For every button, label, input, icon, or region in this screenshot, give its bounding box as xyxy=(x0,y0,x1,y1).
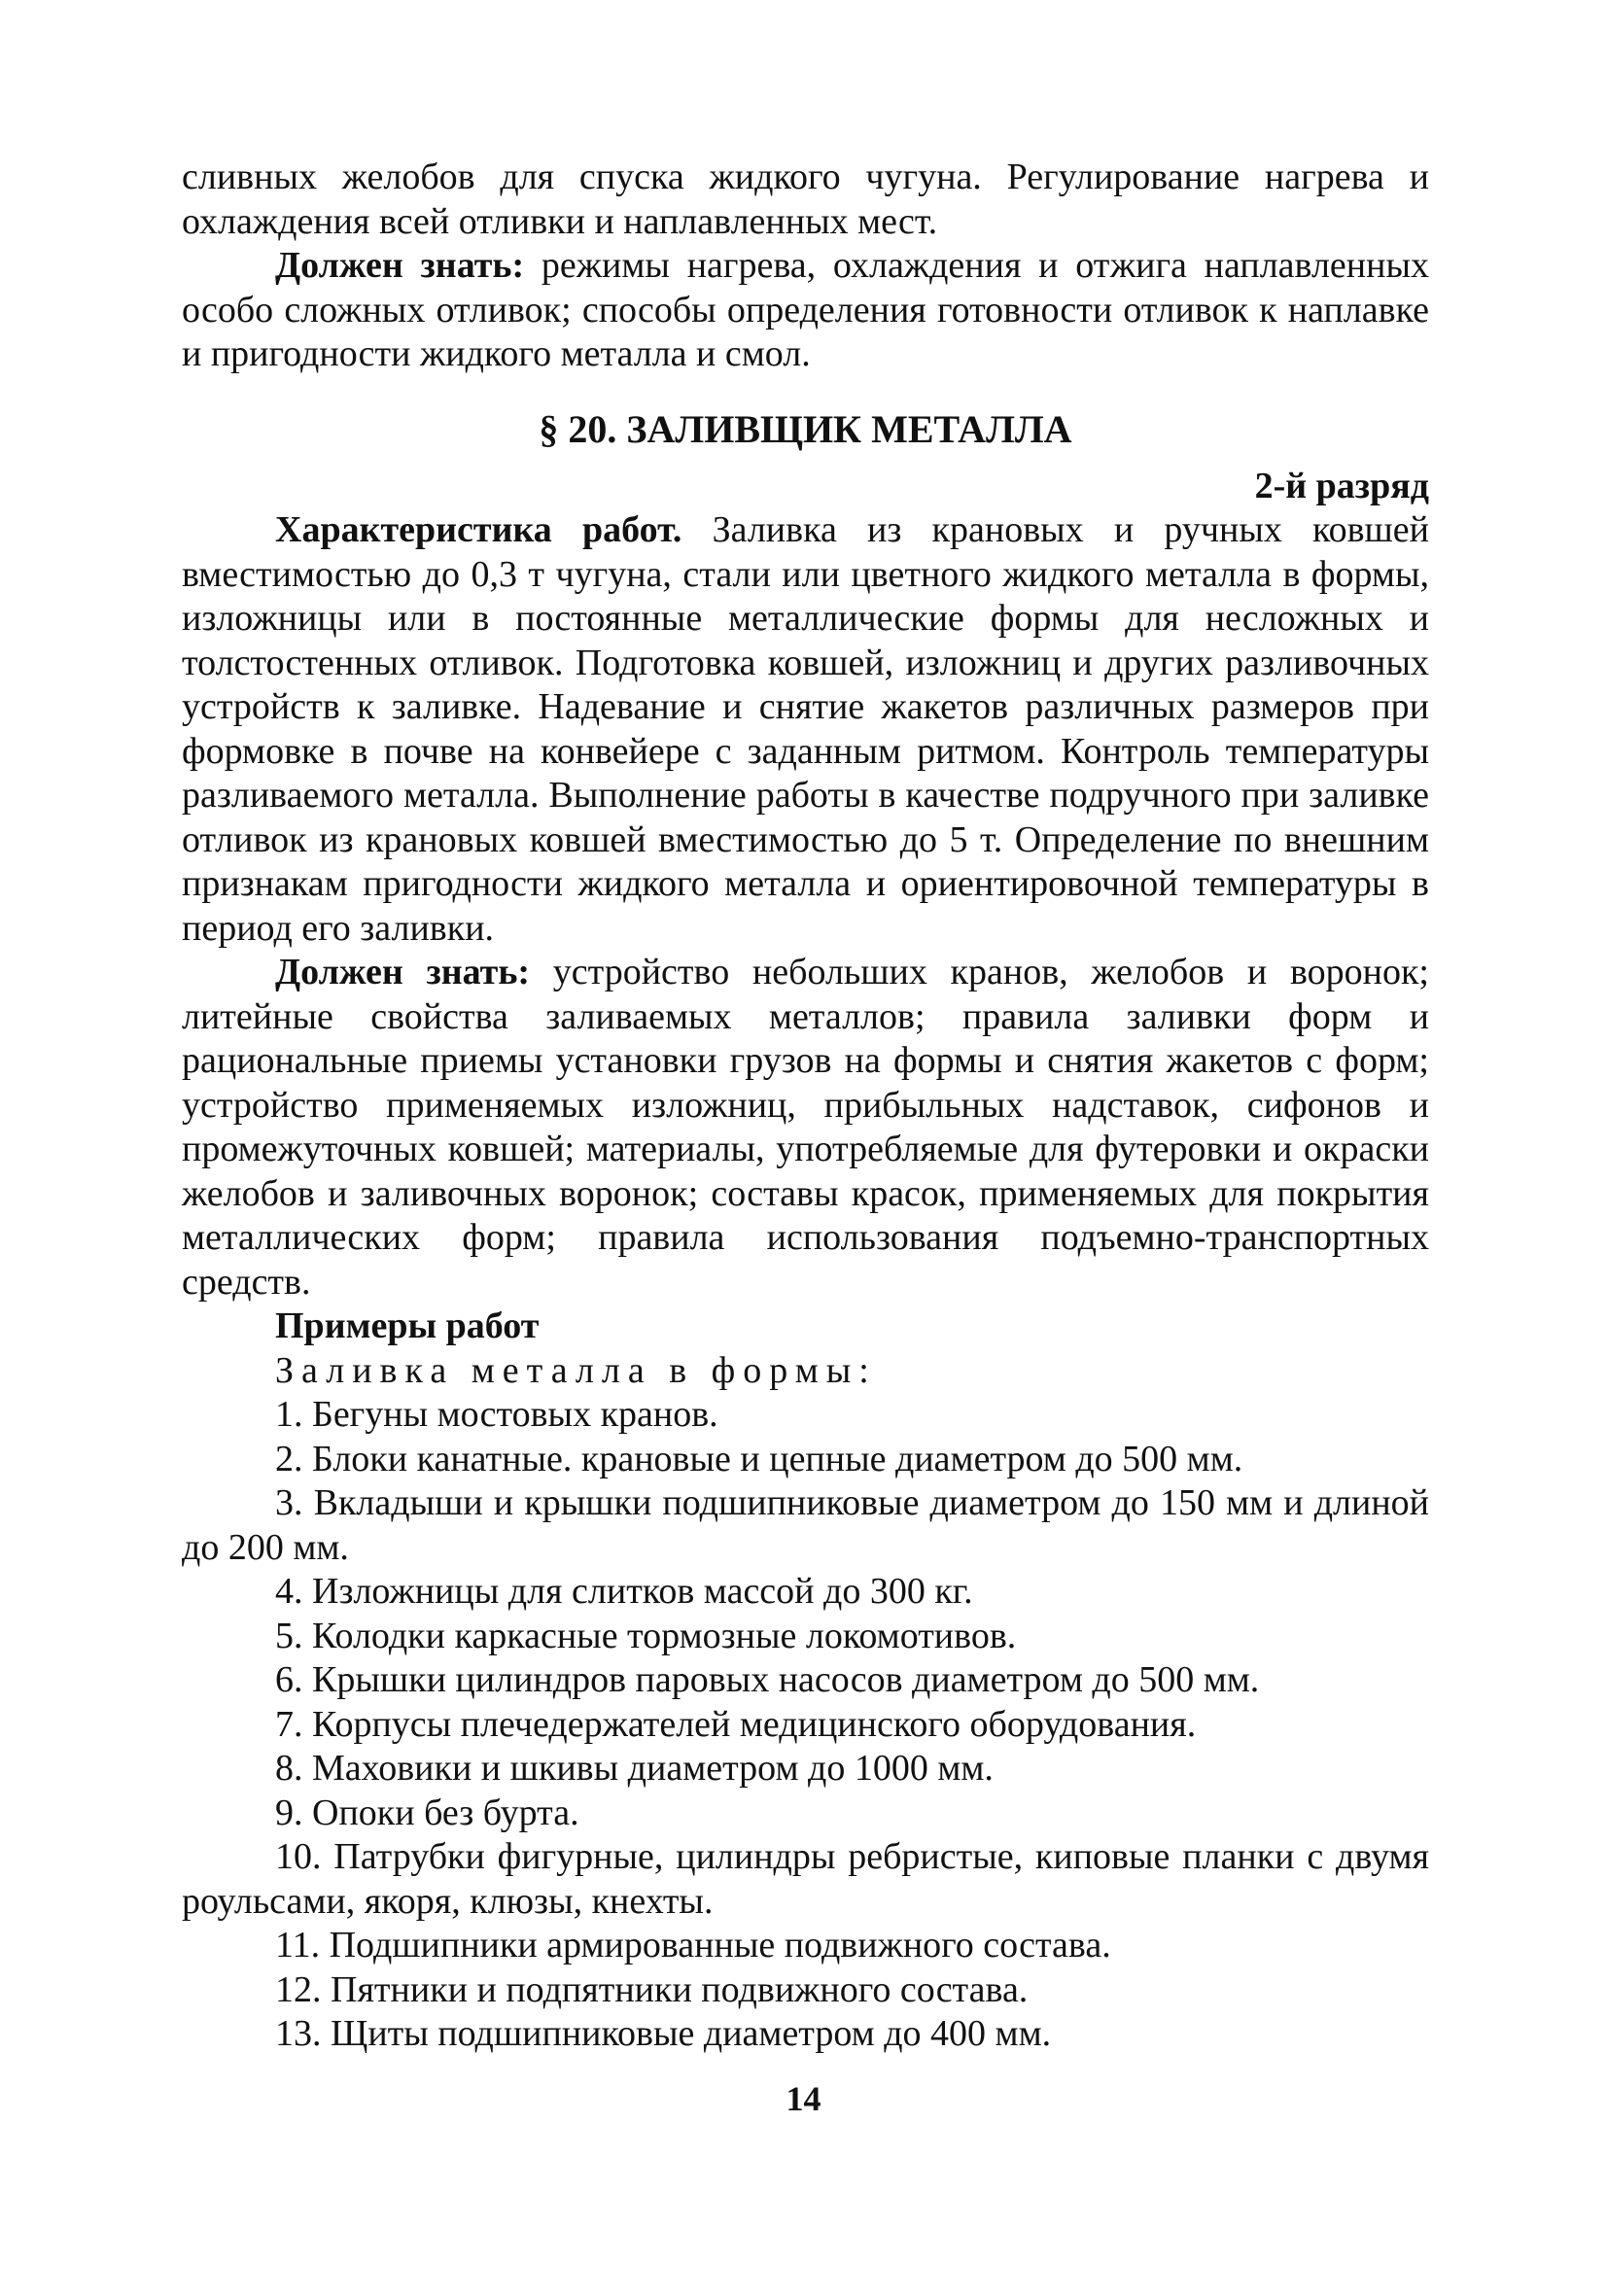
list-item: 8. Маховики и шкивы диаметром до 1000 мм. xyxy=(275,1748,994,1789)
list-item: 3. Вкладыши и крышки подшипниковые диаметром до 150 мм и длиной до 200 мм. xyxy=(182,1482,1429,1568)
list-item: 10. Патрубки фигурные, цилиндры ребристые, киповые планки с двумя роульсами, якоря, клюзы, кнехты. xyxy=(182,1836,1429,1922)
page-number: 14 xyxy=(786,2079,821,2118)
intro-knowledge-label: Должен знать: xyxy=(275,245,525,286)
list-item: 6. Крышки цилиндров паровых насосов диаметром до 500 мм. xyxy=(275,1659,1260,1700)
list-item: 9. Опоки без бурта. xyxy=(275,1792,579,1833)
characteristic-text: Заливка из крановых и ручных ковшей вместимостью до 0,3 т чугуна, стали или цветного жидкого металла в формы, изложницы или в постоянные металлические формы для несложных и толстостенных отливок. Подготовка ковшей, изложниц и других разливочных устройств к заливке. Надевание и снятие жакетов различных размеров при формовке в почве на конвейере с заданным ритмом. Контроль температуры разливаемого металла. Выполнение работы в качестве подручного при заливке отливок из крановых ковшей вместимостью до 5 т. Определение по внешним признакам пригодности жидкого металла и ориентировочной температуры в период его заливки. xyxy=(182,509,1429,949)
characteristic-paragraph xyxy=(182,508,1429,951)
list-item: 13. Щиты подшипниковые диаметром до 400 мм. xyxy=(275,2013,1052,2054)
section-knowledge-text: устройство небольших кранов, желобов и воронок; литейные свойства заливаемых металлов; правила заливки форм и рациональные приемы установки грузов на формы и снятия жакетов с форм; устройство применяемых изложниц, прибыльных надставок, сифонов и промежуточных ковшей; материалы, употребляемые для футеровки и окраски желобов и заливочных воронок; составы красок, применяемых для покрытия металлических форм; правила использования подъемно-транспортных средств. xyxy=(182,952,1429,1303)
section-title: § 20. ЗАЛИВЩИК МЕТАЛЛА xyxy=(539,406,1072,451)
examples-heading: Примеры работ xyxy=(275,1305,540,1346)
list-item: 1. Бегуны мостовых кранов. xyxy=(275,1394,718,1435)
section-knowledge-paragraph xyxy=(182,951,1429,1305)
list-item: 5. Колодки каркасные тормозные локомотивов. xyxy=(275,1615,1017,1656)
section-grade: 2-й разряд xyxy=(1254,465,1429,506)
list-item: 11. Подшипники армированные подвижного состава. xyxy=(275,1925,1111,1966)
list-item: 12. Пятники и подпятники подвижного состава. xyxy=(275,1968,1029,2010)
list-item: 4. Изложницы для слитков массой до 300 кг. xyxy=(275,1571,973,1612)
examples-subheading: Заливка металла в формы: xyxy=(275,1349,877,1391)
list-item: 2. Блоки канатные. крановые и цепные диаметром до 500 мм. xyxy=(275,1438,1243,1479)
section-knowledge-label: Должен знать: xyxy=(275,952,531,992)
intro-knowledge-paragraph xyxy=(182,244,1429,377)
intro-knowledge-text: режимы нагрева, охлаждения и отжига наплавленных особо сложных отливок; способы определения готовности отливок к наплавке и пригодности жидкого металла и смол. xyxy=(182,245,1429,374)
characteristic-label: Характеристика работ. xyxy=(275,509,682,550)
examples-list xyxy=(182,1393,1429,2057)
list-item: 7. Корпусы плечедержателей медицинского оборудования. xyxy=(275,1703,1197,1745)
intro-continuation-paragraph: сливных желобов для спуска жидкого чугуна. Регулирование нагрева и охлаждения всей отливки и наплавленных мест. xyxy=(182,157,1429,242)
page-content xyxy=(182,156,1429,2057)
